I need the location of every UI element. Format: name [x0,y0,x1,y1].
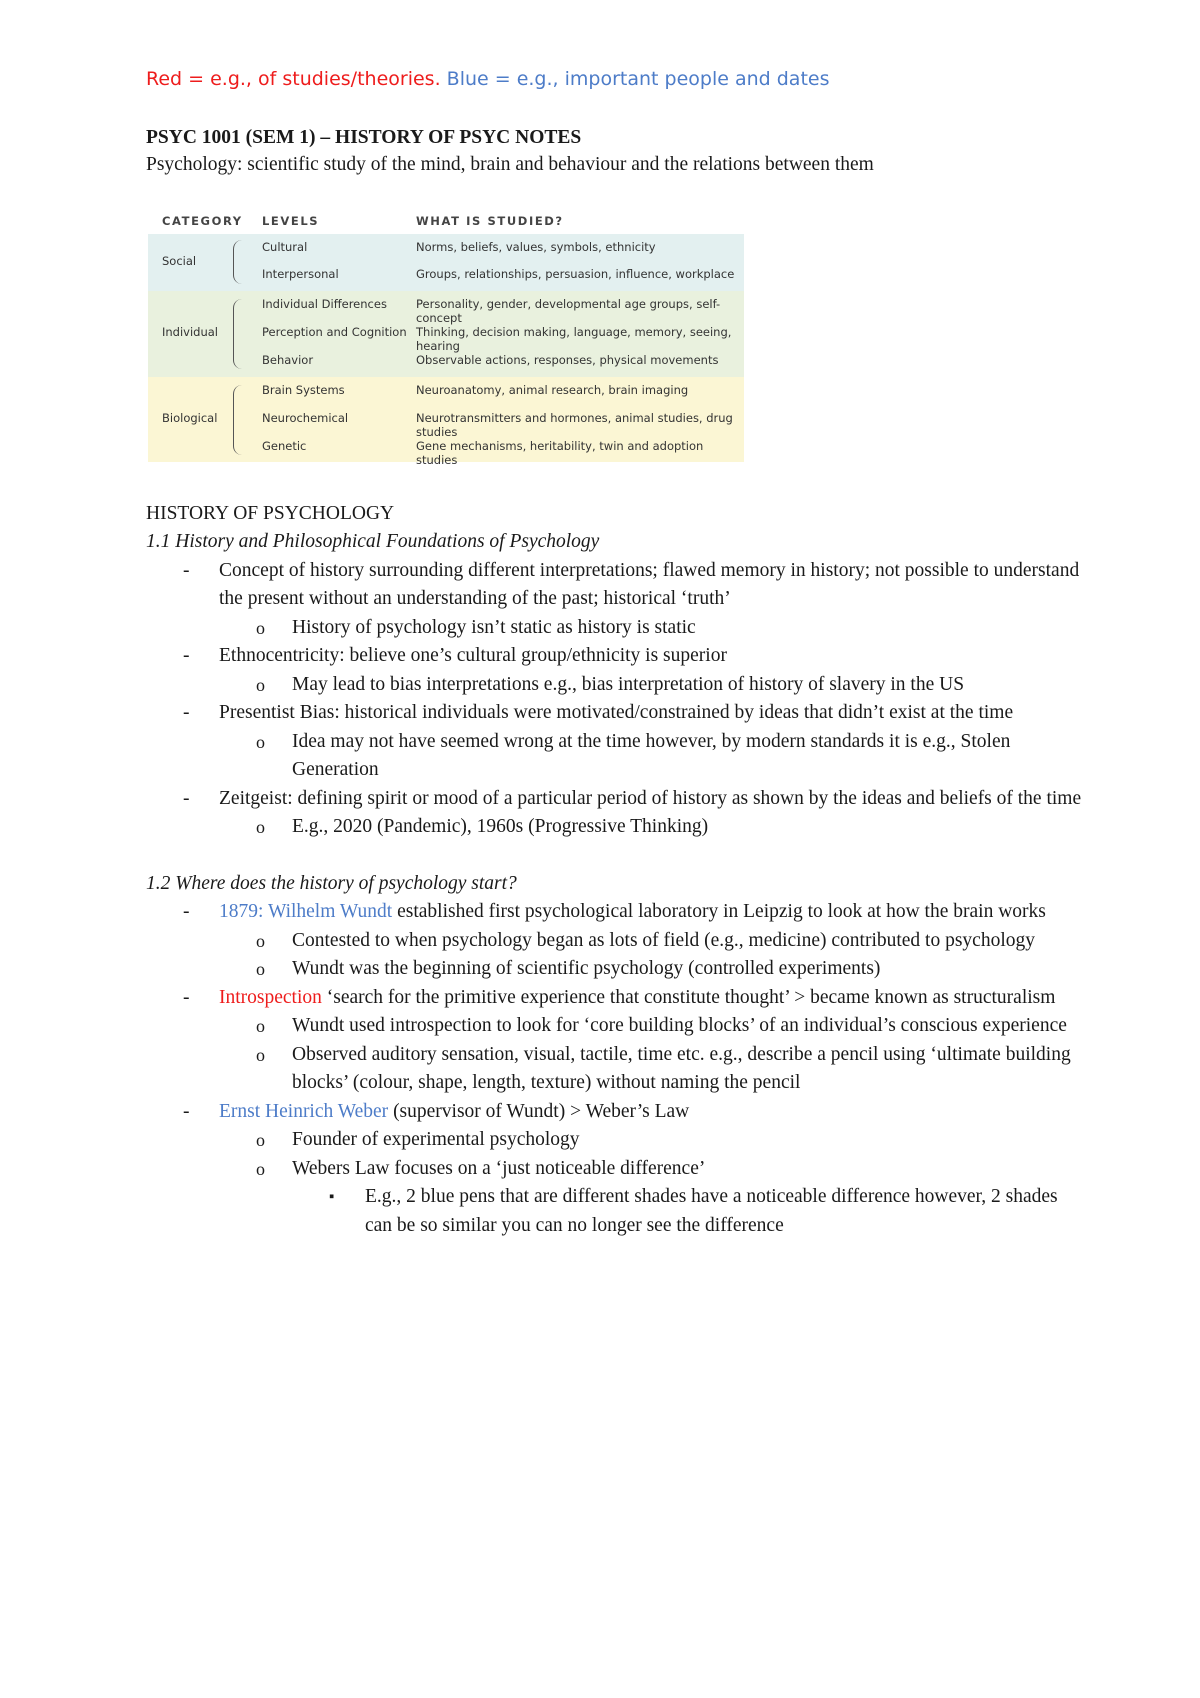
square-marker: ▪ [329,1189,335,1205]
item-text: Presentist Bias: historical individuals were motivated/constrained by ideas that didn’t exist at the time [219,702,1014,723]
list-item [146,927,1086,956]
item-text: established first psychological laboratory in Leipzig to look at how the brain works [392,901,1046,922]
list-item [146,671,1086,700]
list-item [146,728,1086,785]
list-item [146,614,1086,643]
list-item [146,699,1086,728]
dash-marker: - [183,986,190,1008]
history-heading: HISTORY OF PSYCHOLOGY [146,502,395,524]
brace-icon [233,299,242,369]
studied-text: Norms, beliefs, values, symbols, ethnicity [416,240,656,254]
item-text: Webers Law focuses on a ‘just noticeable difference’ [292,1157,706,1179]
item-text: E.g., 2020 (Pandemic), 1960s (Progressive Thinking) [292,816,709,837]
color-legend [146,68,1086,90]
header-category: CATEGORY [162,214,243,228]
psychology-levels-table [148,206,744,467]
circle-marker: o [256,817,265,837]
table-group-individual [148,291,744,377]
list-item [146,955,1086,984]
table-header [148,206,744,234]
level-label: Interpersonal [262,267,339,281]
highlight-person: 1879: Wilhelm Wundt [219,901,393,922]
studied-text: Gene mechanisms, heritability, twin and adoption studies [416,439,704,467]
highlight-person: Ernst Heinrich Weber [219,1100,389,1122]
studied-text: Personality, gender, developmental age groups, self-concept [416,297,721,325]
dash-marker: - [183,702,190,723]
brace-icon [233,240,242,284]
circle-marker: o [256,1158,265,1179]
level-label: Genetic [262,439,307,453]
list-item [146,1098,1086,1127]
legend-blue: Blue = e.g., important people and dates [446,68,830,90]
brace-icon [233,385,242,455]
section-1-2-list [146,898,1086,1240]
item-text: (supervisor of Wundt) > Weber’s Law [388,1100,690,1122]
item-text: Founder of experimental psychology [292,1129,580,1150]
studied-text: Neurotransmitters and hormones, animal studies, drug studies [416,411,733,439]
studied-text: Thinking, decision making, language, memory, seeing, hearing [416,325,732,353]
level-label: Individual Differences [262,297,387,311]
category-label: Individual [162,325,219,339]
studied-text: Observable actions, responses, physical movements [416,353,719,367]
circle-marker: o [256,959,265,979]
header-levels: LEVELS [262,214,320,228]
circle-marker: o [256,617,265,638]
item-text: E.g., 2 blue pens that are different shades have a noticeable difference however, 2 shades can be so similar you can no longer see the difference [365,1186,1058,1236]
list-item [146,1041,1086,1098]
level-label: Neurochemical [262,411,349,425]
level-label: Brain Systems [262,383,345,397]
circle-marker: o [256,1016,265,1036]
dash-marker: - [183,1100,190,1122]
item-text: Wundt was the beginning of scientific psychology (controlled experiments) [292,958,881,979]
level-label: Behavior [262,353,314,367]
item-text: History of psychology isn’t static as history is static [292,616,696,638]
item-text: Contested to when psychology began as lots of field (e.g., medicine) contributed to psychology [292,929,1036,951]
circle-marker: o [256,674,265,695]
psychology-definition: Psychology: scientific study of the mind, brain and behaviour and the relations between them [146,154,874,175]
list-item [146,1012,1086,1041]
level-label: Perception and Cognition [262,325,407,339]
dash-marker: - [183,559,190,581]
section-1-1-list [146,557,1086,842]
legend-red: Red = e.g., of studies/theories. [146,68,441,90]
item-text: May lead to bias interpretations e.g., bias interpretation of history of slavery in the US [292,673,965,695]
item-text: Wundt used introspection to look for ‘core building blocks’ of an individual’s conscious experience [292,1015,1067,1036]
studied-text: Groups, relationships, persuasion, influence, workplace [416,267,735,281]
item-text: Zeitgeist: defining spirit or mood of a particular period of history as shown by the ideas and beliefs of the time [219,787,1082,809]
list-item [146,813,1086,842]
header-studied: WHAT IS STUDIED? [416,214,564,228]
table-group-biological [148,377,744,467]
dash-marker: - [183,645,190,666]
item-text: Ethnocentricity: believe one’s cultural group/ethnicity is superior [219,645,727,666]
section-1-2-title: 1.2 Where does the history of psychology start? [146,872,517,894]
item-text: Idea may not have seemed wrong at the time however, by modern standards it is e.g., Stolen Generation [292,730,1011,780]
category-label: Social [162,254,197,268]
circle-marker: o [256,930,265,951]
document-title: PSYC 1001 (SEM 1) – HISTORY OF PSYC NOTES [146,127,582,148]
studied-text: Neuroanatomy, animal research, brain imaging [416,383,689,397]
list-item [146,557,1086,614]
section-1-1-title: 1.1 History and Philosophical Foundations of Psychology [146,531,600,552]
list-item [146,1183,1086,1240]
dash-marker: - [183,901,190,922]
list-item [146,1126,1086,1155]
item-text: ‘search for the primitive experience that constitute thought’ > became known as structuralism [321,986,1056,1008]
list-item [146,785,1086,814]
circle-marker: o [256,1130,265,1150]
level-label: Cultural [262,240,308,254]
list-item [146,642,1086,671]
list-item [146,1155,1086,1184]
circle-marker: o [256,1044,265,1065]
dash-marker: - [183,787,190,809]
category-label: Biological [162,411,218,425]
highlight-theory: Introspection [219,986,322,1008]
list-item [146,898,1086,927]
item-text: Observed auditory sensation, visual, tactile, time etc. e.g., describe a pencil using ‘ultimate building blocks’ (colour, shape, length, texture) without naming the pencil [292,1043,1071,1093]
table-group-social [148,234,744,291]
item-text: Concept of history surrounding different interpretations; flawed memory in history; not possible to understand the present without an understanding of the past; historical ‘truth’ [219,559,1080,609]
list-item [146,984,1086,1013]
circle-marker: o [256,731,265,752]
